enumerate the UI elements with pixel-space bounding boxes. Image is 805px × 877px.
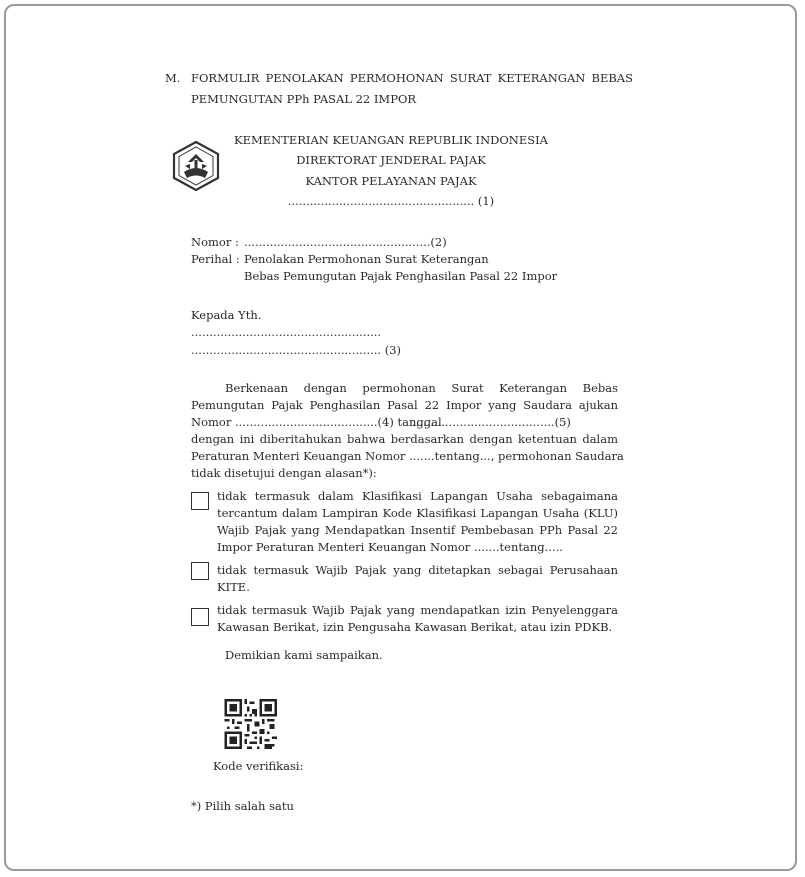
option-1-line2: tercantum dalam Lampiran Kode Klasifikasi Lapangan Usaha (KLU) — [217, 506, 618, 520]
perihal-label: Perihal : — [191, 252, 240, 266]
qr-code-icon — [224, 699, 277, 749]
option-2-checkbox[interactable] — [191, 562, 209, 580]
verification-label: Kode verifikasi: — [213, 759, 304, 773]
option-3-line2: Kawasan Berikat, izin Pengusaha Kawasan Berikat, atau izin PDKB. — [217, 620, 613, 634]
body-line4: dengan ini diberitahukan bahwa berdasarkan dengan ketentuan dalam — [191, 432, 618, 446]
letterhead-directorate: DIREKTORAT JENDERAL PAJAK — [296, 153, 486, 167]
body-line5: Peraturan Menteri Keuangan Nomor .......tentang..., permohonan Saudara — [191, 449, 624, 463]
section-title-line1: FORMULIR PENOLAKAN PERMOHONAN SURAT KETERANGAN BEBAS — [191, 71, 633, 85]
nomor-label: Nomor : — [191, 235, 239, 249]
nomor-value: ...................................................(2) — [244, 235, 447, 249]
closing-text: Demikian kami sampaikan. — [225, 648, 383, 662]
option-1-checkbox[interactable] — [191, 492, 209, 510]
section-title-line2: PEMUNGUTAN PPh PASAL 22 IMPOR — [191, 92, 417, 106]
option-1-line4: Impor Peraturan Menteri Keuangan Nomor .......tentang..... — [217, 540, 563, 554]
option-1-line1: tidak termasuk dalam Klasifikasi Lapangan Usaha sebagaimana — [217, 489, 618, 503]
body-line2: Pemungutan Pajak Penghasilan Pasal 22 Impor yang Saudara ajukan — [191, 398, 618, 412]
option-2-line2: KITE. — [217, 580, 250, 594]
body-line1: Berkenaan dengan permohonan Surat Keterangan Bebas — [225, 381, 618, 395]
option-2-line1: tidak termasuk Wajib Pajak yang ditetapkan sebagai Perusahaan — [217, 563, 618, 577]
body-line3-nomor: Nomor .......................................(4) tanggal — [191, 415, 442, 429]
option-3-line1: tidak termasuk Wajib Pajak yang mendapatkan izin Penyelenggara — [217, 603, 618, 617]
letterhead-office: KANTOR PELAYANAN PAJAK — [305, 174, 477, 188]
section-marker: M. — [165, 71, 181, 85]
ministry-emblem-icon — [170, 140, 222, 192]
recipient-line1: .................................................... — [191, 325, 382, 339]
perihal-line1: Penolakan Permohonan Surat Keterangan — [244, 252, 489, 266]
recipient-line2: .................................................... (3) — [191, 343, 402, 357]
body-line6: tidak disetujui dengan alasan*): — [191, 466, 377, 480]
recipient-greeting: Kepada Yth. — [191, 308, 262, 322]
letterhead-office-name: ................................................... (1) — [287, 194, 495, 208]
footnote: *) Pilih salah satu — [191, 799, 294, 813]
letterhead-ministry: KEMENTERIAN KEUANGAN REPUBLIK INDONESIA — [233, 133, 548, 147]
body-line3-tanggal: .......................................(5) — [412, 415, 571, 429]
option-1-line3: Wajib Pajak yang Mendapatkan Insentif Pembebasan PPh Pasal 22 — [217, 523, 618, 537]
perihal-line2: Bebas Pemungutan Pajak Penghasilan Pasal 22 Impor — [244, 269, 558, 283]
option-3-checkbox[interactable] — [191, 608, 209, 626]
